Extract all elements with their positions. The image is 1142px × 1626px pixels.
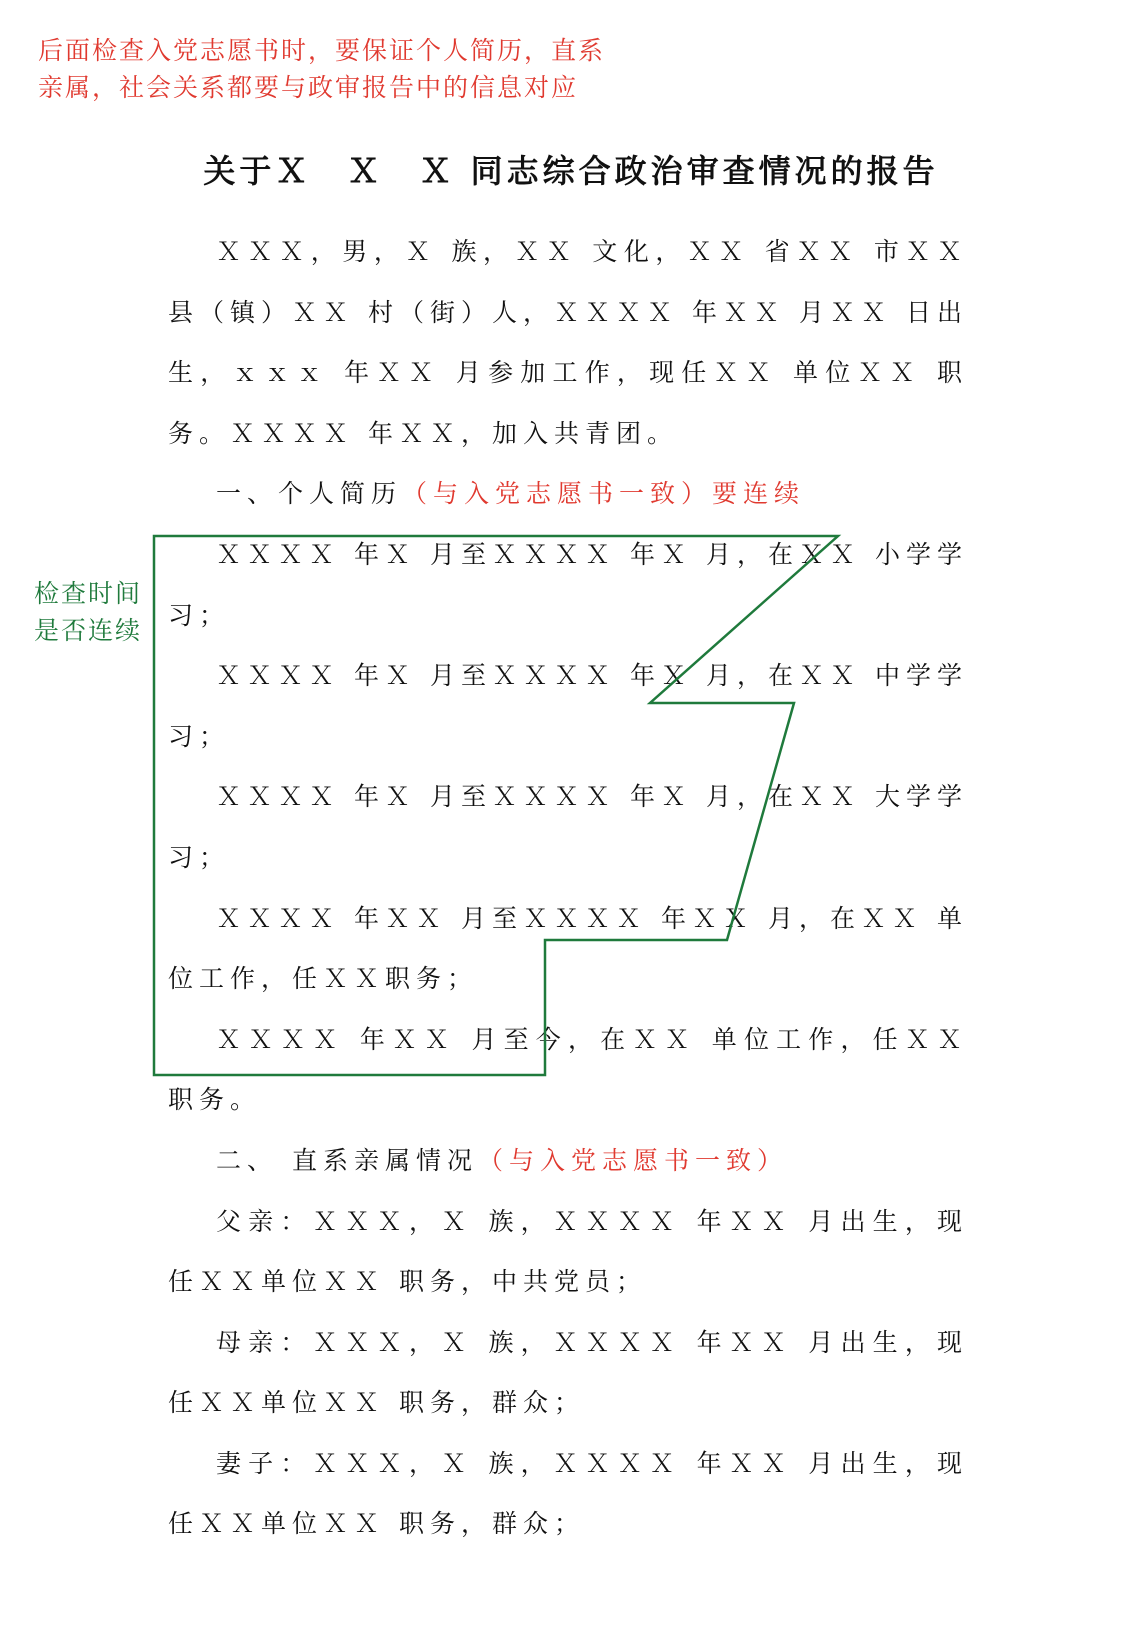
relative-item: 妻子：ＸＸＸ，Ｘ 族，ＸＸＸＸ 年ＸＸ 月出生，现任ＸＸ单位ＸＸ 职务，群众； xyxy=(168,1448,968,1539)
resume-item: ＸＸＸＸ 年ＸＸ 月至ＸＸＸＸ 年ＸＸ 月，在ＸＸ 单位工作，任ＸＸ职务； xyxy=(168,903,968,994)
resume-item: ＸＸＸＸ 年ＸＸ 月至今，在ＸＸ 单位工作，任ＸＸ 职务。 xyxy=(168,1024,968,1115)
review-annotation-top xyxy=(38,32,658,106)
section1-heading-note: （与入党志愿书一致）要连续 xyxy=(402,479,806,509)
report-body xyxy=(168,222,968,1555)
annotation-line: 后面检查入党志愿书时，要保证个人简历，直系 xyxy=(38,36,606,65)
review-annotation-side xyxy=(34,575,154,649)
section1-heading-text: 一、个人简历 xyxy=(216,479,403,509)
section2-heading xyxy=(168,1131,968,1192)
section2-heading-note: （与入党志愿书一致） xyxy=(477,1145,788,1175)
annotation-line: 亲属，社会关系都要与政审报告中的信息对应 xyxy=(38,73,579,102)
report-title: 关于Ｘ Ｘ Ｘ 同志综合政治审查情况的报告 xyxy=(203,152,939,190)
annotation-line: 检查时间 xyxy=(34,579,143,608)
resume-item: ＸＸＸＸ 年Ｘ 月至ＸＸＸＸ 年Ｘ 月，在ＸＸ 小学学习； xyxy=(168,539,968,630)
relative-item: 母亲：ＸＸＸ，Ｘ 族，ＸＸＸＸ 年ＸＸ 月出生，现任ＸＸ单位ＸＸ 职务，群众； xyxy=(168,1327,968,1418)
annotation-line: 是否连续 xyxy=(34,616,143,645)
section2-heading-text: 二、 直系亲属情况 xyxy=(216,1145,478,1175)
resume-item: ＸＸＸＸ 年Ｘ 月至ＸＸＸＸ 年Ｘ 月，在ＸＸ 中学学习； xyxy=(168,661,968,751)
intro-paragraph: ＸＸＸ，男，Ｘ 族，ＸＸ 文化，ＸＸ 省ＸＸ 市ＸＸ 县（镇）ＸＸ 村（街）人，ＸＸＸＸ 年ＸＸ 月ＸＸ 日出生，ｘｘｘ 年ＸＸ 月参加工作，现任ＸＸ 单位ＸＸ 职务。ＸＸＸＸ 年ＸＸ，加入共青团。 xyxy=(168,237,968,448)
section1-heading xyxy=(168,464,968,525)
relative-item: 父亲：ＸＸＸ，Ｘ 族，ＸＸＸＸ 年ＸＸ 月出生，现任ＸＸ单位ＸＸ 职务，中共党员； xyxy=(168,1206,968,1297)
resume-item: ＸＸＸＸ 年Ｘ 月至ＸＸＸＸ 年Ｘ 月，在ＸＸ 大学学习； xyxy=(168,782,968,872)
